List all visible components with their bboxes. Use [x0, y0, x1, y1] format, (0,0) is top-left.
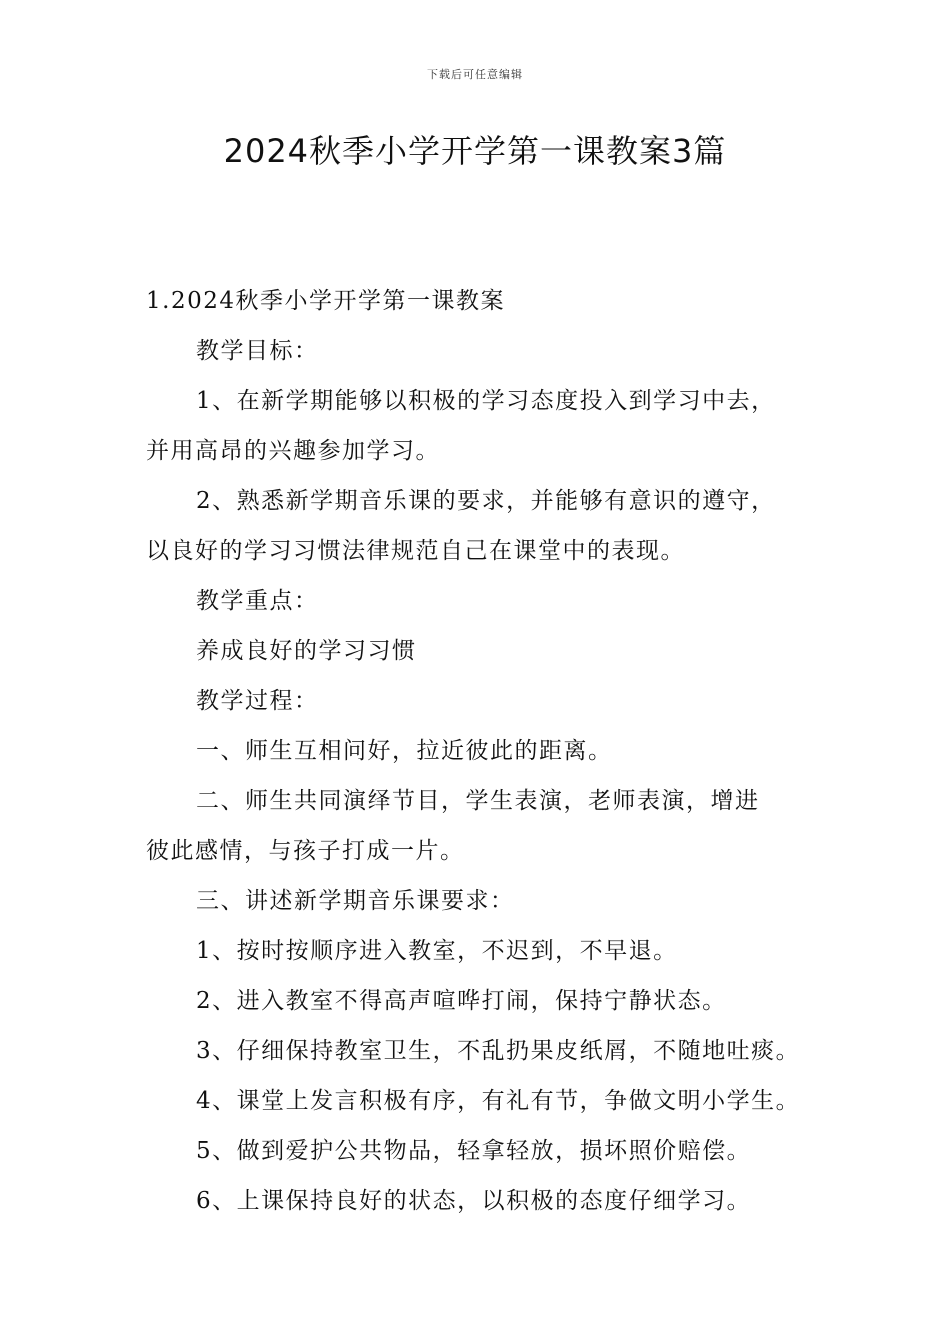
paragraph-line: 5、做到爱护公共物品，轻拿轻放，损坏照价赔偿。	[196, 1138, 752, 1164]
paragraph-line: 二、师生共同演绎节目，学生表演，老师表演，增进	[196, 788, 760, 814]
paragraph-line: 并用高昂的兴趣参加学习。	[146, 438, 440, 464]
paragraph-line: 1、在新学期能够以积极的学习态度投入到学习中去，	[196, 388, 776, 414]
paragraph-line: 3、仔细保持教室卫生，不乱扔果皮纸屑，不随地吐痰。	[196, 1038, 801, 1064]
page-header-note: 下载后可任意编辑	[427, 68, 523, 81]
paragraph-line: 以良好的学习习惯法律规范自己在课堂中的表现。	[146, 538, 685, 564]
paragraph-line: 教学目标：	[196, 338, 319, 364]
paragraph-line: 彼此感情，与孩子打成一片。	[146, 838, 465, 864]
paragraph-line: 2、进入教室不得高声喧哗打闹，保持宁静状态。	[196, 988, 727, 1014]
paragraph-line: 教学重点：	[196, 588, 319, 614]
document-body	[146, 276, 816, 1226]
paragraph-line: 6、上课保持良好的状态，以积极的态度仔细学习。	[196, 1188, 752, 1214]
paragraph-line: 1、按时按顺序进入教室，不迟到，不早退。	[196, 938, 678, 964]
document-title: 2024秋季小学开学第一课教案3篇	[223, 132, 727, 170]
section-heading: 1.2024秋季小学开学第一课教案	[146, 288, 505, 314]
paragraph-line: 2、熟悉新学期音乐课的要求，并能够有意识的遵守，	[196, 488, 776, 514]
paragraph-line: 三、讲述新学期音乐课要求：	[196, 888, 515, 914]
paragraph-line: 养成良好的学习习惯	[196, 638, 417, 664]
paragraph-line: 教学过程：	[196, 688, 319, 714]
paragraph-line: 一、师生互相问好，拉近彼此的距离。	[196, 738, 613, 764]
paragraph-line: 4、课堂上发言积极有序，有礼有节，争做文明小学生。	[196, 1088, 801, 1114]
